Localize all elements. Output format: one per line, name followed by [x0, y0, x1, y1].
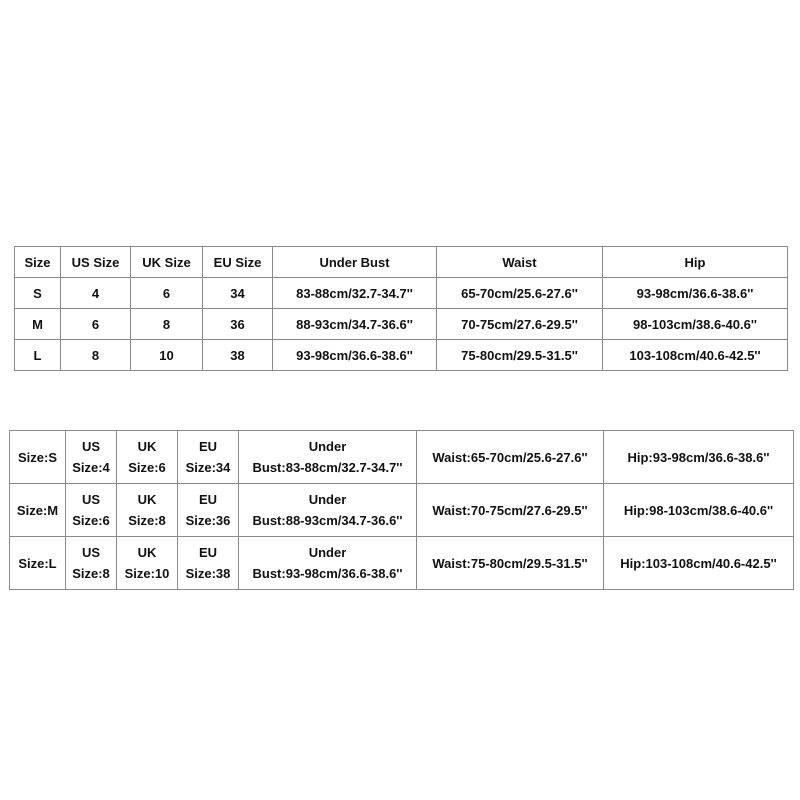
cell-uk-size: UK Size:8 [117, 484, 178, 537]
cell-size: M [15, 309, 61, 340]
cell-waist: 70-75cm/27.6-29.5'' [437, 309, 603, 340]
cell-eu-size: EU Size:36 [178, 484, 239, 537]
cell-size: S [15, 278, 61, 309]
cell-us-size: 4 [61, 278, 131, 309]
cell-under-bust: 93-98cm/36.6-38.6'' [273, 340, 437, 371]
size-chart-table-inline [9, 430, 794, 590]
cell-waist: 65-70cm/25.6-27.6'' [437, 278, 603, 309]
header-hip: Hip [603, 247, 788, 278]
cell-hip: 103-108cm/40.6-42.5'' [603, 340, 788, 371]
cell-us-size: US Size:4 [66, 431, 117, 484]
cell-hip: 93-98cm/36.6-38.6'' [603, 278, 788, 309]
cell-eu-size: 34 [203, 278, 273, 309]
cell-size: Size:M [10, 484, 66, 537]
cell-under-bust: Under Bust:88-93cm/34.7-36.6'' [239, 484, 417, 537]
cell-under-bust: 83-88cm/32.7-34.7'' [273, 278, 437, 309]
header-waist: Waist [437, 247, 603, 278]
table-row [15, 340, 788, 371]
table-header-row [15, 247, 788, 278]
table-row [10, 431, 794, 484]
cell-eu-size: 38 [203, 340, 273, 371]
cell-us-size: US Size:8 [66, 537, 117, 590]
cell-eu-size: EU Size:34 [178, 431, 239, 484]
cell-under-bust: Under Bust:83-88cm/32.7-34.7'' [239, 431, 417, 484]
cell-waist: Waist:65-70cm/25.6-27.6'' [417, 431, 604, 484]
cell-hip: Hip:98-103cm/38.6-40.6'' [604, 484, 794, 537]
cell-uk-size: 8 [131, 309, 203, 340]
header-under-bust: Under Bust [273, 247, 437, 278]
cell-hip: Hip:93-98cm/36.6-38.6'' [604, 431, 794, 484]
cell-us-size: 6 [61, 309, 131, 340]
cell-waist: Waist:75-80cm/29.5-31.5'' [417, 537, 604, 590]
cell-uk-size: UK Size:6 [117, 431, 178, 484]
cell-size: L [15, 340, 61, 371]
table-row [15, 278, 788, 309]
cell-waist: Waist:70-75cm/27.6-29.5'' [417, 484, 604, 537]
table-row [10, 484, 794, 537]
cell-hip: Hip:103-108cm/40.6-42.5'' [604, 537, 794, 590]
cell-size: Size:L [10, 537, 66, 590]
size-chart-table-columns [14, 246, 788, 371]
cell-hip: 98-103cm/38.6-40.6'' [603, 309, 788, 340]
table-row [10, 537, 794, 590]
cell-waist: 75-80cm/29.5-31.5'' [437, 340, 603, 371]
cell-uk-size: UK Size:10 [117, 537, 178, 590]
cell-under-bust: 88-93cm/34.7-36.6'' [273, 309, 437, 340]
header-us-size: US Size [61, 247, 131, 278]
cell-under-bust: Under Bust:93-98cm/36.6-38.6'' [239, 537, 417, 590]
cell-uk-size: 10 [131, 340, 203, 371]
table-row [15, 309, 788, 340]
header-uk-size: UK Size [131, 247, 203, 278]
cell-uk-size: 6 [131, 278, 203, 309]
cell-eu-size: EU Size:38 [178, 537, 239, 590]
header-size: Size [15, 247, 61, 278]
cell-eu-size: 36 [203, 309, 273, 340]
cell-us-size: US Size:6 [66, 484, 117, 537]
cell-size: Size:S [10, 431, 66, 484]
cell-us-size: 8 [61, 340, 131, 371]
header-eu-size: EU Size [203, 247, 273, 278]
